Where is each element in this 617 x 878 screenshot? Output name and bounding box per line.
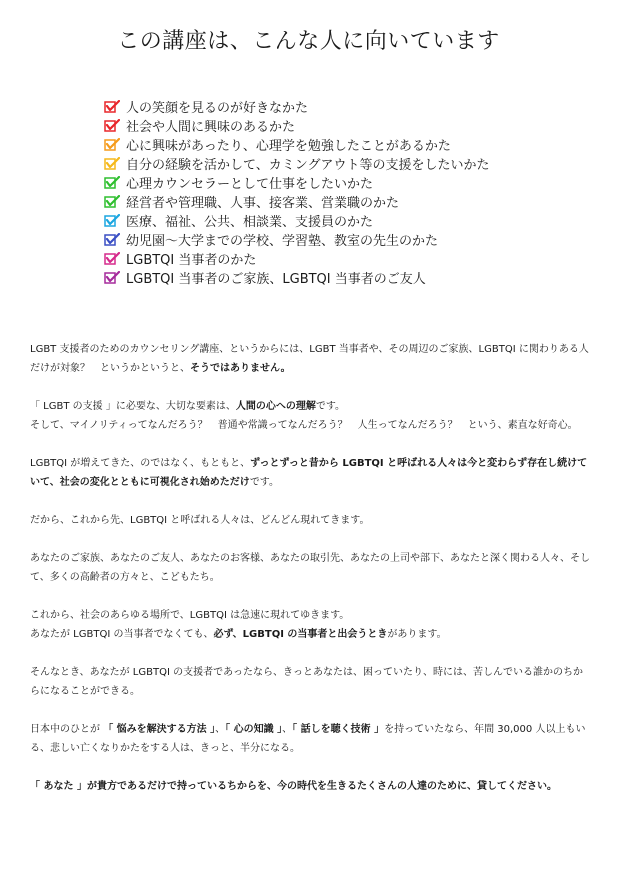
checklist-item <box>104 211 489 230</box>
paragraph-appearing: だから、これから先、LGBTQI と呼ばれる人々は、どんどん現れてきます。 <box>30 515 370 526</box>
checklist-text: 人の笑顔を見るのが好きなかた <box>126 101 309 116</box>
checkmark-icon <box>104 157 120 170</box>
body-text <box>30 340 590 815</box>
paragraph-will-meet: これから、社会のあらゆる場所で、LGBTQI は急速に現れてゆきます。 あなたが LGBTQI の当事者でなくても、必ず、LGBTQI の当事者と出会うときがあります。 <box>30 610 447 640</box>
checklist-item <box>104 154 489 173</box>
checkmark-icon <box>104 100 120 113</box>
checkmark-icon <box>104 195 120 208</box>
checkmark-icon <box>104 271 120 284</box>
checklist-text: 社会や人間に興味のあるかた <box>126 120 296 135</box>
checklist-text: LGBTQI 当事者のかた <box>126 253 257 268</box>
page-title: この講座は、こんな人に向いています <box>117 29 500 54</box>
paragraph-be-supporter: そんなとき、あなたが LGBTQI の支援者であったなら、きっとあなたは、困っていたり、時には、苦しんでいる誰かのちからになることができる。 <box>30 667 583 697</box>
paragraph-closing-appeal: 「 あなた 」が貴方であるだけで持っているちからを、今の時代を生きるたくさんの人達のために、貸してください。 <box>30 781 557 792</box>
checkmark-icon <box>104 176 120 189</box>
checklist-text: 経営者や管理職、人事、接客業、営業職のかた <box>126 196 400 211</box>
checklist-item <box>104 135 489 154</box>
checklist-item <box>104 268 489 287</box>
paragraph-people-around-you: あなたのご家族、あなたのご友人、あなたのお客様、あなたの取引先、あなたの上司や部下、あなたと深く関わる人々、そして、多くの高齢者の方々と、こどもたち。 <box>30 553 590 583</box>
checkmark-icon <box>104 214 120 227</box>
paragraph-important-elements: 「 LGBT の支援 」に必要な、大切な要素は、人間の心への理解です。 そして、マイノリティってなんだろう？ 普通や常識ってなんだろう？ 人生ってなんだろう？ という、素直な好奇心。 <box>30 401 578 431</box>
checklist-text: 心に興味があったり、心理学を勉強したことがあるかた <box>126 139 451 154</box>
checklist-text: 自分の経験を活かして、カミングアウト等の支援をしたいかた <box>126 158 490 173</box>
checklist-item <box>104 230 489 249</box>
checklist-text: LGBTQI 当事者のご家族、LGBTQI 当事者のご友人 <box>126 272 426 287</box>
checkmark-icon <box>104 252 120 265</box>
checklist-text: 心理カウンセラーとして仕事をしたいかた <box>126 177 374 192</box>
paragraph-always-existed: LGBTQI が増えてきた、のではなく、もともと、ずっとずっと昔から LGBTQI と呼ばれる人々は今と変わらず存在し続けていて、社会の変化とともに可視化され始めただけです。 <box>30 458 588 488</box>
checkmark-icon <box>104 138 120 151</box>
checklist-item <box>104 116 489 135</box>
checklist-text: 医療、福祉、公共、相談業、支援員のかた <box>126 215 374 230</box>
paragraph-skills: 日本中のひとが 「 悩みを解決する方法 」、「 心の知識 」、「 話しを聴く技術 」を持っていたなら、年間 30,000 人以上もいる、悲しい亡くなりかたをする人は、きっと、半分になる。 <box>30 724 586 754</box>
checklist-item <box>104 192 489 211</box>
checkmark-icon <box>104 233 120 246</box>
checklist-item <box>104 249 489 268</box>
paragraph-not-only-lgbt: LGBT 支援者のためのカウンセリング講座、というからには、LGBT 当事者や、その周辺のご家族、LGBTQI に関わりある人だけが対象？ というかというと、そうではありません。 <box>30 344 589 374</box>
checklist-item <box>104 173 489 192</box>
checklist-item <box>104 97 489 116</box>
checklist-text: 幼児園～大学までの学校、学習塾、教室の先生のかた <box>126 234 439 249</box>
checkmark-icon <box>104 119 120 132</box>
target-audience-checklist <box>104 97 489 287</box>
